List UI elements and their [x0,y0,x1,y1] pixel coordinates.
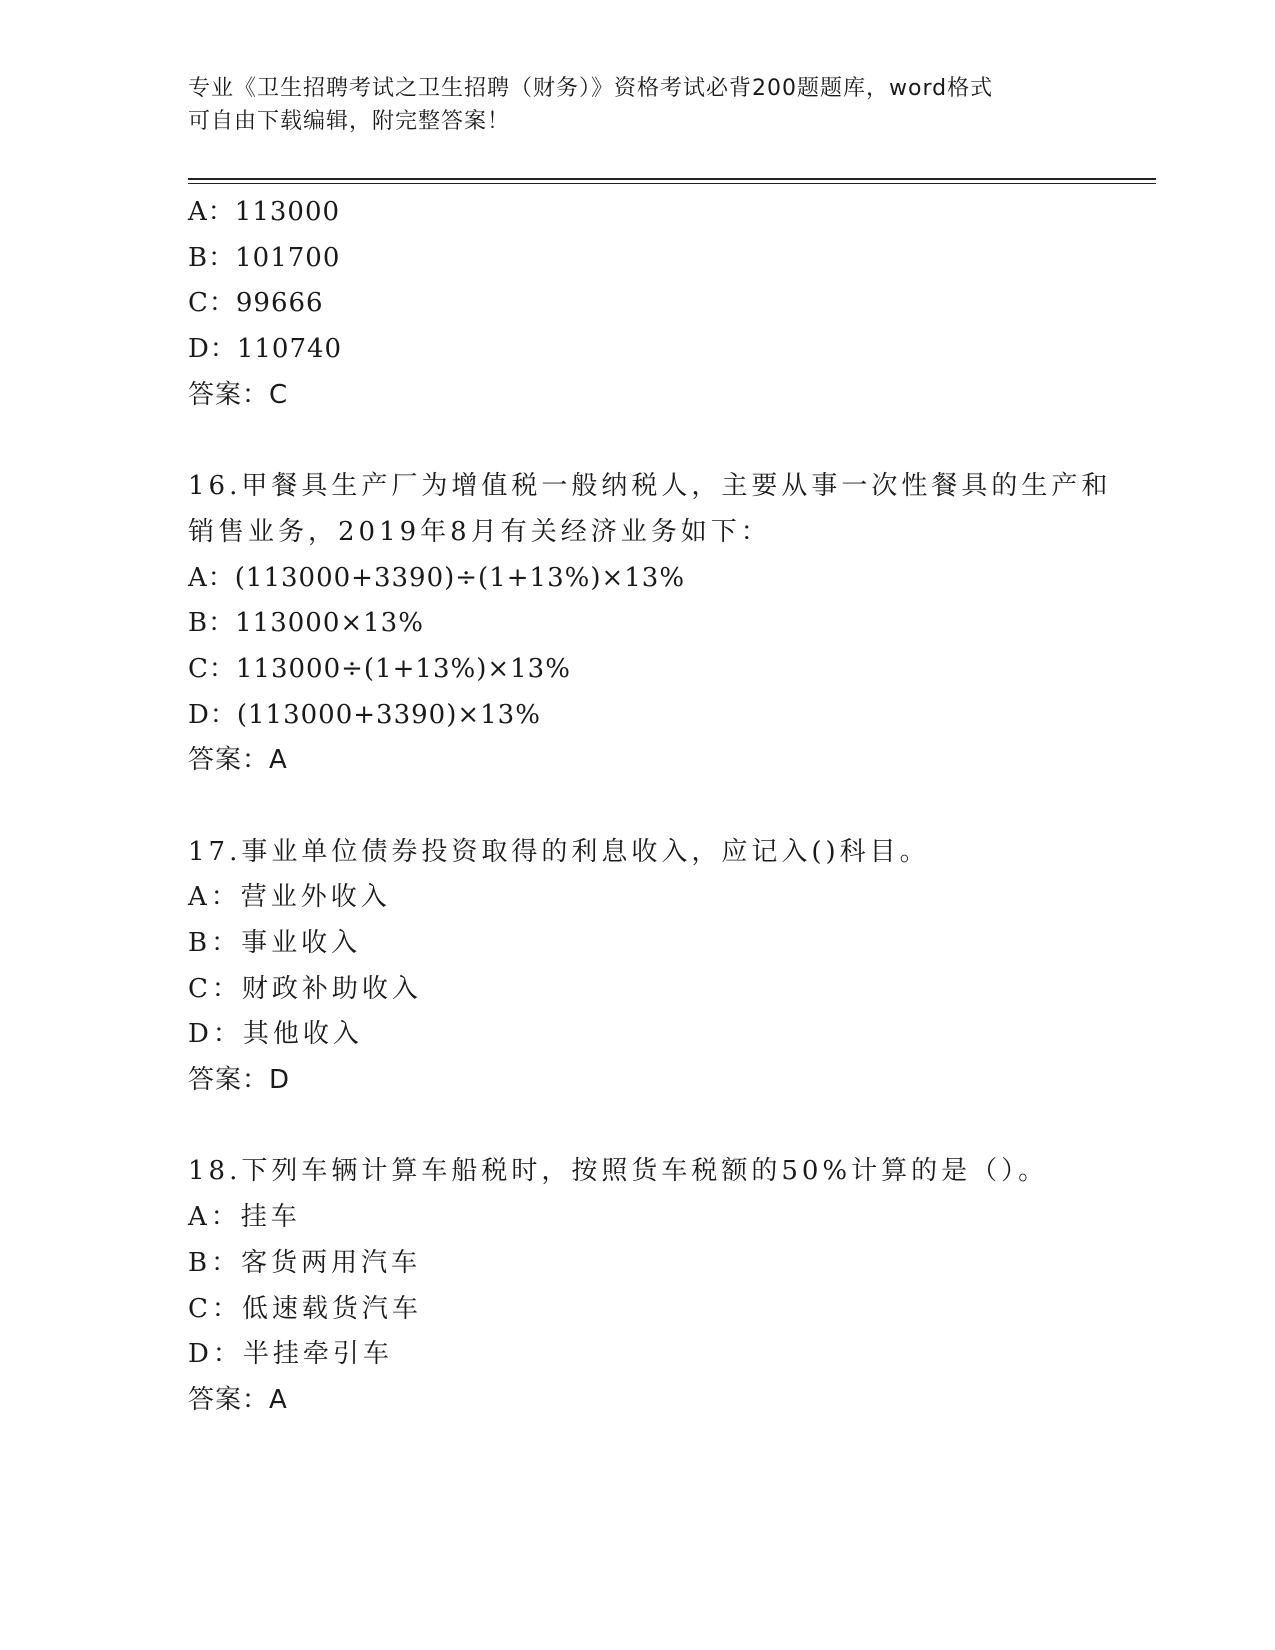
option-b: B：客货两用汽车 [188,1247,422,1278]
answer-label: 答案：A [188,1384,288,1415]
question-stem: 17.事业单位债券投资取得的利息收入，应记入()科目。 [188,836,930,867]
answer-label: 答案：D [188,1065,291,1096]
spacer [188,418,1148,464]
option-b: B：事业收入 [188,928,362,958]
option-c: C：低速载货汽车 [188,1293,422,1324]
question-15 [188,190,1148,418]
question-list [188,190,1148,1424]
option-c: C：财政补助收入 [188,973,422,1004]
option-a: A：挂车 [188,1202,301,1233]
option-d: D：半挂牵引车 [188,1339,393,1370]
option-d: D：(113000+3390)×13% [188,699,541,730]
question-18 [188,1149,1148,1423]
option-c: C：113000÷(1+13%)×13% [188,653,571,684]
spacer [188,784,1148,830]
option-a: A：(113000+3390)÷(1+13%)×13% [188,562,686,593]
option-d: D：110740 [188,334,343,365]
answer-label: 答案：A [188,745,288,776]
header-rule-thick [188,178,1156,180]
header-line-1: 专业《卫生招聘考试之卫生招聘（财务）》资格考试必背200题题库，word格式 [188,76,994,101]
question-stem: 16.甲餐具生产厂为增值税一般纳税人，主要从事一次性餐具的生产和 [188,471,1112,502]
spacer [188,1104,1148,1150]
question-stem-continued: 销售业务，2019年8月有关经济业务如下： [188,516,771,547]
option-a: A：营业外收入 [188,882,391,913]
header-rule-thin [188,183,1156,184]
answer-label: 答案：C [188,379,289,410]
question-17 [188,830,1148,1104]
option-c: C：99666 [188,288,324,319]
option-d: D：其他收入 [188,1019,363,1050]
header-line-2: 可自由下载编辑，附完整答案！ [188,109,511,134]
option-a: A：113000 [188,197,341,227]
document-header [188,72,1088,138]
option-b: B：113000×13% [188,608,424,639]
question-stem: 18.下列车辆计算车船税时，按照货车税额的50%计算的是（）。 [188,1156,1049,1187]
question-16 [188,464,1148,784]
option-b: B：101700 [188,242,341,273]
